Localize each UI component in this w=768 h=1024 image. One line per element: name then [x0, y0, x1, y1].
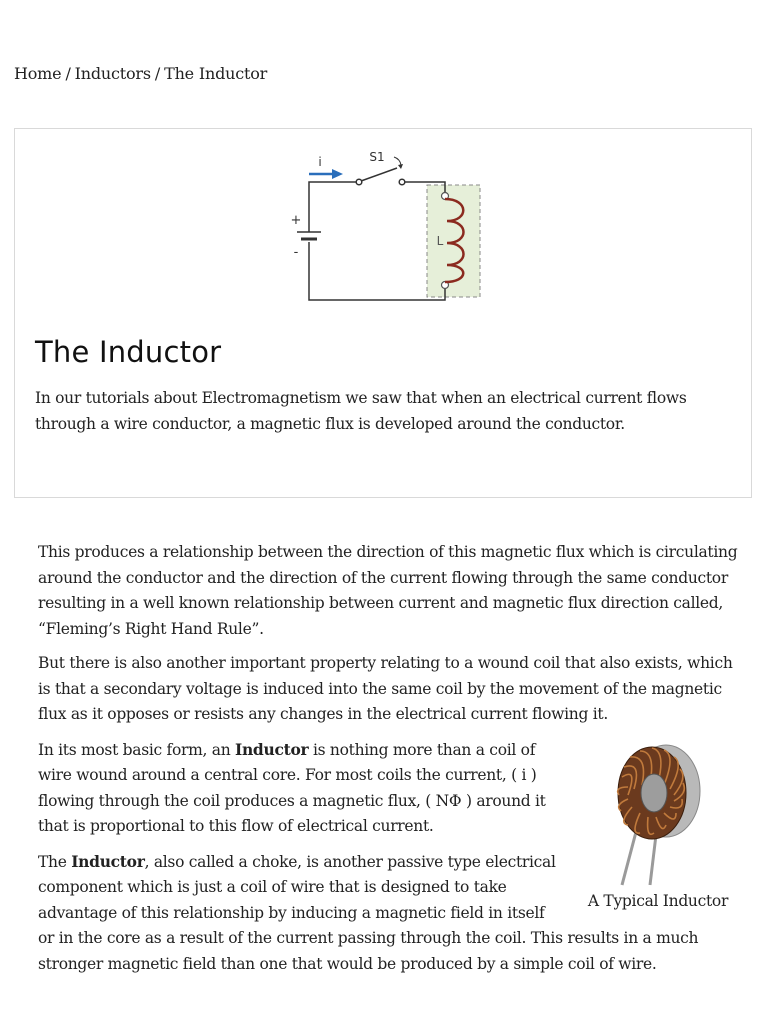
toroid-center-hole: [641, 774, 667, 812]
inductor-figure: [578, 737, 738, 915]
switch-contact-right: [399, 179, 405, 185]
inductor-lead-left: [622, 832, 636, 885]
article-body: [38, 540, 738, 986]
paragraph-choke-pre: The: [38, 852, 72, 871]
wire-top-left: [309, 182, 359, 232]
current-arrow-head-icon: [332, 169, 343, 179]
inductor-label: L: [436, 234, 444, 248]
paragraph-basic-form-post: is nothing more than a coil of wire wound around a central core. For most coils the current, ( i ) flowing through the coil produces a magnetic flux, ( NΦ ) around it that is proportional to this flow of electrical current.: [38, 740, 546, 835]
inductor-circuit-diagram: [287, 145, 487, 310]
intro-card: [14, 128, 752, 498]
switch-motion-arrow-head-icon: [398, 164, 403, 169]
wire-bottom: [309, 242, 445, 300]
intro-paragraph: In our tutorials about Electromagnetism we saw that when an electrical current flows through a wire conductor, a magnetic flux is developed around the conductor.: [35, 389, 687, 433]
switch-contact-left: [356, 179, 362, 185]
breadcrumb-inductors-link[interactable]: Inductors: [74, 64, 151, 83]
paragraph-basic-form-pre: In its most basic form, an: [38, 740, 236, 759]
paragraph-flemings-rule: This produces a relationship between the direction of this magnetic flux which is circulating around the conductor and the direction of the current flowing through the same conductor resulting in a well known relationship between current and magnetic flux direction called, “Fleming’s Right Hand Rule”.: [38, 543, 738, 638]
toroidal-inductor-icon: [598, 737, 718, 887]
inductor-term: Inductor: [71, 851, 145, 871]
inductor-lead-right: [650, 835, 656, 885]
switch-blade: [361, 168, 397, 181]
switch-label: S1: [369, 150, 385, 164]
page-title: The Inductor: [35, 335, 222, 369]
switch-motion-arrow: [394, 157, 401, 165]
paragraph-induced-voltage: But there is also another important property relating to a wound coil that also exists, which is that a secondary voltage is induced into the same coil by the movement of the magnetic flux as it opposes or resists any changes in the electrical current flowing it.: [38, 654, 733, 723]
current-label: i: [318, 155, 322, 169]
breadcrumb-home-link[interactable]: Home: [14, 64, 62, 83]
figure-caption: A Typical Inductor: [587, 891, 729, 910]
battery-plus-label: +: [290, 213, 302, 228]
breadcrumb-current: The Inductor: [164, 64, 268, 83]
breadcrumb: [14, 64, 267, 83]
breadcrumb-separator: /: [65, 64, 71, 83]
paragraph-choke-post: , also called a choke, is another passive type electrical component which is just a coil of wire that is designed to take advantage of this relationship by inducing a magnetic field in itself or in the core as a result of the current passing through the coil. This results in a much stronger magnetic field than one that would be produced by a simple coil of wire.: [38, 852, 699, 973]
breadcrumb-separator: /: [154, 64, 161, 83]
inductor-term: Inductor: [235, 739, 309, 759]
battery-minus-label: -: [293, 245, 299, 260]
